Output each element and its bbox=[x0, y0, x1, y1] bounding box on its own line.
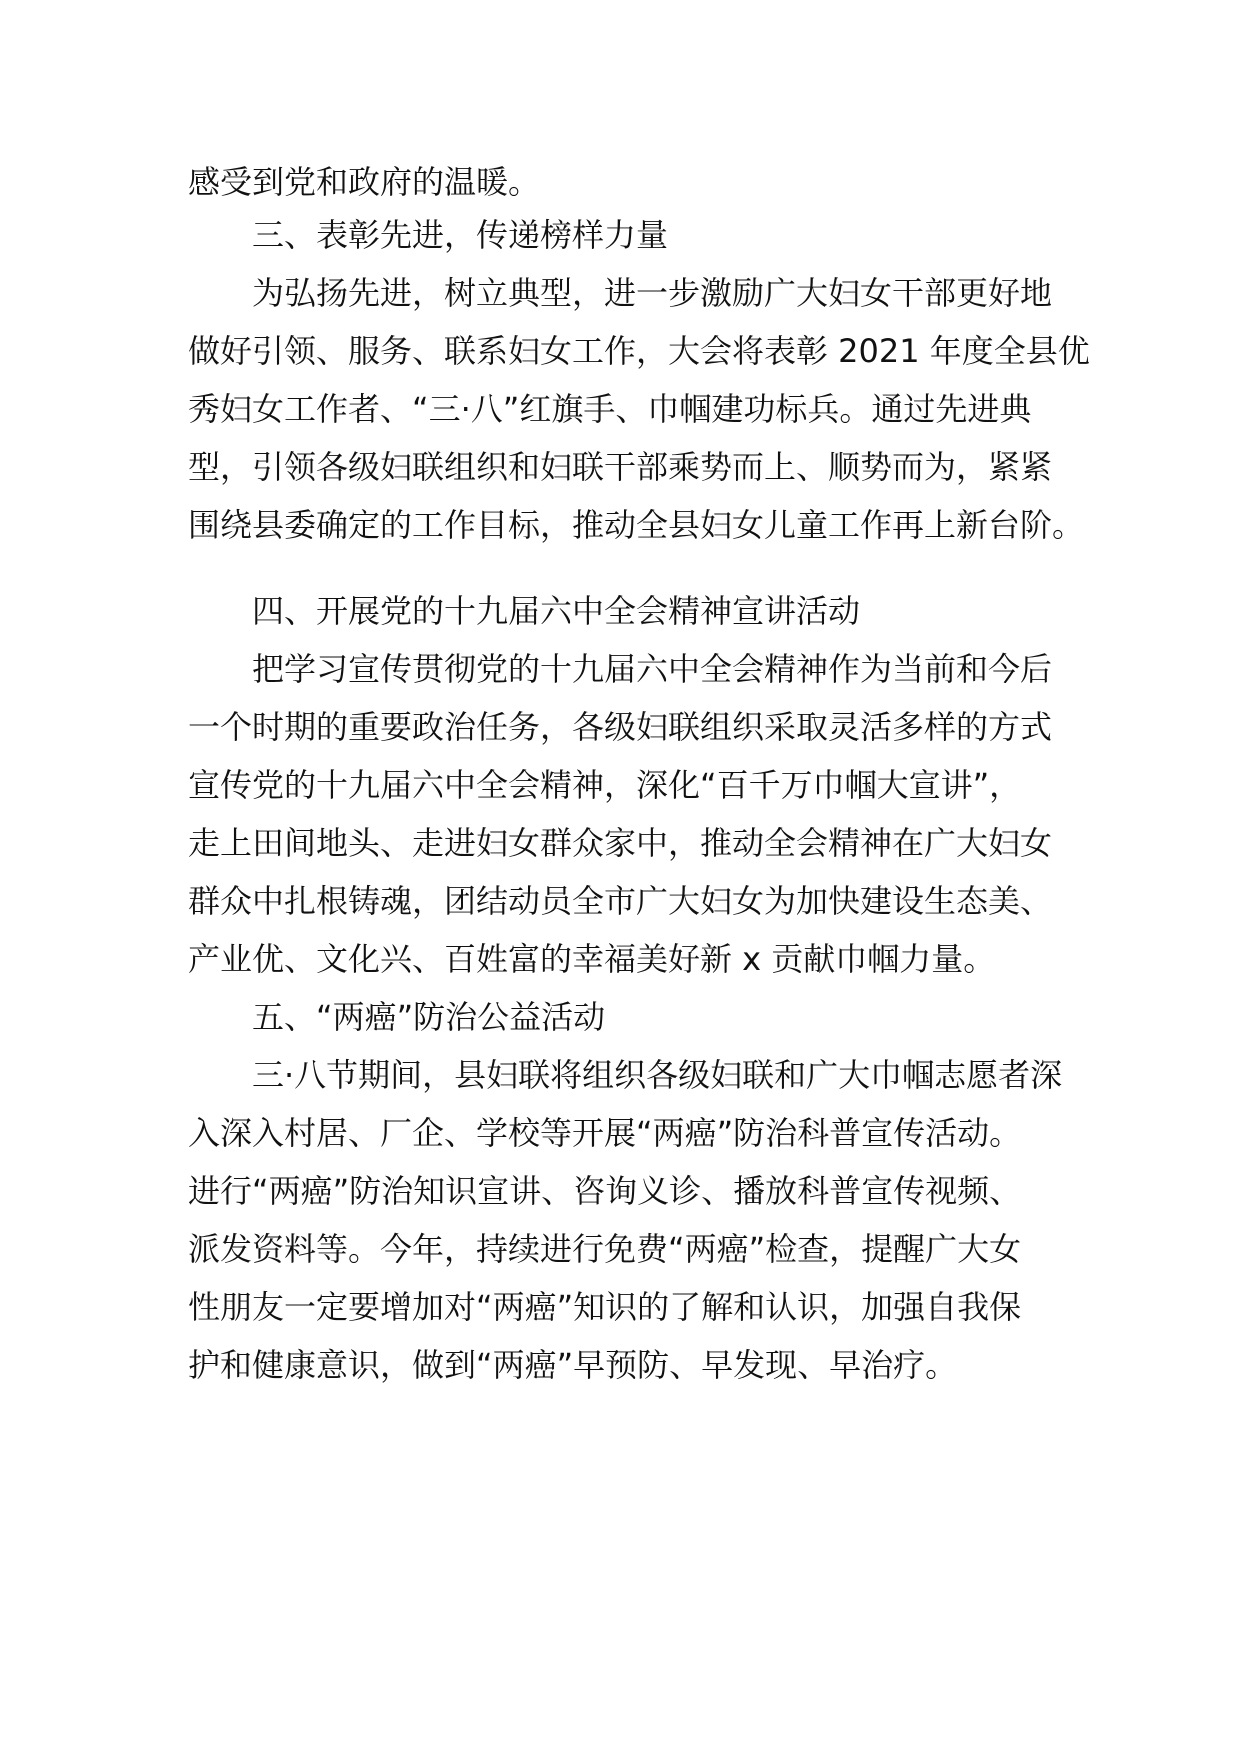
body-line: 一个时期的重要政治任务，各级妇联组织采取灵活多样的方式 bbox=[188, 708, 1053, 746]
section-heading-4: 四、开展党的十九届六中全会精神宣讲活动 bbox=[252, 592, 861, 630]
body-line: 性朋友一定要增加对“两癌”知识的了解和认识，加强自我保 bbox=[188, 1288, 1022, 1326]
body-line: 入深入村居、厂企、学校等开展“两癌”防治科普宣传活动。 bbox=[188, 1114, 1022, 1152]
body-line: 宣传党的十九届六中全会精神，深化“百千万巾帼大宣讲”， bbox=[188, 766, 1022, 804]
body-line: 秀妇女工作者、“三·八”红旗手、巾帼建功标兵。通过先进典 bbox=[188, 390, 1032, 428]
body-line: 走上田间地头、走进妇女群众家中，推动全会精神在广大妇女 bbox=[188, 824, 1053, 862]
body-line: 群众中扎根铸魂，团结动员全市广大妇女为加快建设生态美、 bbox=[188, 882, 1053, 920]
body-line: 产业优、文化兴、百姓富的幸福美好新 x 贡献巾帼力量。 bbox=[188, 940, 996, 978]
section-heading-5: 五、“两癌”防治公益活动 bbox=[252, 998, 606, 1036]
body-line: 进行“两癌”防治知识宣讲、咨询义诊、播放科普宣传视频、 bbox=[188, 1172, 1022, 1210]
body-line: 三·八节期间，县妇联将组织各级妇联和广大巾帼志愿者深 bbox=[252, 1056, 1063, 1094]
body-line: 派发资料等。今年，持续进行免费“两癌”检查，提醒广大女 bbox=[188, 1230, 1022, 1268]
body-line: 感受到党和政府的温暖。 bbox=[188, 163, 541, 201]
body-line: 护和健康意识，做到“两癌”早预防、早发现、早治疗。 bbox=[188, 1346, 958, 1384]
section-heading-3: 三、表彰先进，传递榜样力量 bbox=[252, 216, 669, 254]
body-line: 型，引领各级妇联组织和妇联干部乘势而上、顺势而为，紧紧 bbox=[188, 448, 1053, 486]
body-line: 把学习宣传贯彻党的十九届六中全会精神作为当前和今后 bbox=[252, 650, 1053, 688]
body-line: 做好引领、服务、联系妇女工作，大会将表彰 2021 年度全县优 bbox=[188, 332, 1090, 370]
body-line: 为弘扬先进，树立典型，进一步激励广大妇女干部更好地 bbox=[252, 274, 1053, 312]
body-line: 围绕县委确定的工作目标，推动全县妇女儿童工作再上新台阶。 bbox=[188, 506, 1085, 544]
